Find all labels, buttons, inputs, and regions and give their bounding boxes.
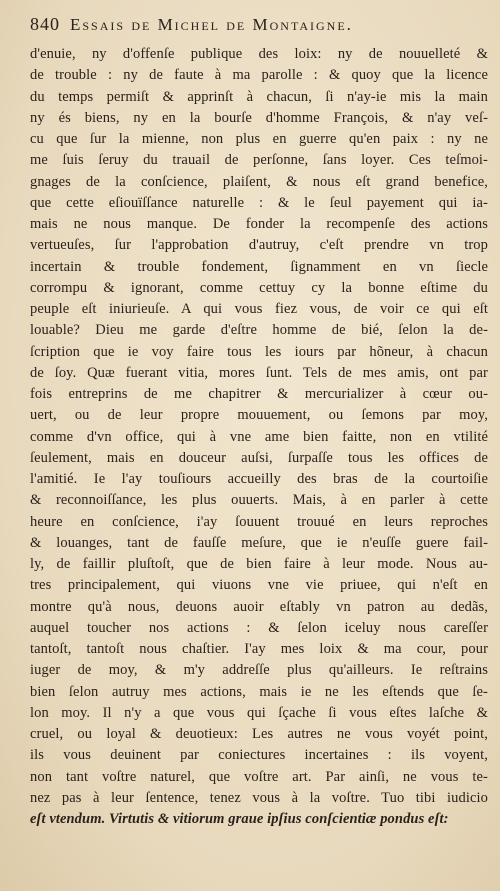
page-header <box>30 14 480 40</box>
text-line: d'enuie, ny d'offenſe publique des loix: ny de nouuelleté & <box>30 46 488 62</box>
text-line: montre qu'à nous, deuons auoir eſtably vn patron au dedãs, <box>30 598 488 615</box>
text-line: iuger de moy, & m'y addreſſe plus qu'ailleurs. Ie reſtrains <box>30 662 488 679</box>
running-title: Essais de Michel de Montaigne. <box>70 15 353 34</box>
text-line: fois entreprins de me chapitrer & mercurializer à cœur ou- <box>30 386 488 402</box>
text-line: de trouble : ny de faute à ma parolle : & quoy que la licence <box>30 67 488 84</box>
text-line: uert, ou de leur propre mouuement, ou ſemons par moy, <box>30 407 488 424</box>
text-line: ſcription que ie voy faire tous les iours par hõneur, à chacun <box>30 343 488 360</box>
text-line: tres principalement, qui viuons vne vie priuee, qui n'eſt en <box>30 577 488 594</box>
text-line: tantoſt, tantoſt nous chaſtier. I'ay mes loix & ma cour, pour <box>30 641 488 657</box>
text-line: auquel toucher nos actions : & ſelon iceluy nous careſſer <box>30 619 488 636</box>
text-line: louable? Dieu me garde d'eſtre homme de bié, ſelon la de- <box>30 322 488 339</box>
text-line: ny és biens, ny en la bourſe d'homme François, & n'ay veſ- <box>30 109 488 126</box>
text-line: me ſuis ſeruy du trauail de perſonne, ſans loyer. Ces teſmoi- <box>30 152 488 169</box>
text-line: de ſoy. Quæ fuerant vitia, mores ſunt. Tels de mes amis, ont par <box>30 364 488 381</box>
text-line: corrompu & ignorant, comme cettuy cy la bonne eſtime du <box>30 279 488 296</box>
text-line: non tant voſtre naturel, que voſtre art. Par ainſi, ne vous te- <box>30 768 488 785</box>
text-line: heure en conſcience, i'ay ſouuent trouué en leurs reproches <box>30 513 488 530</box>
text-line: & reconnoiſſance, les plus ouuerts. Mais, à en parler à cette <box>30 492 488 509</box>
text-line-latin: eſt vtendum. Virtutis & vitiorum graue ipſius conſcientiæ pondus eſt: <box>30 811 449 827</box>
text-line: l'amitié. Ie l'ay touſiours accueilly des bras de la courtoiſie <box>30 471 488 487</box>
text-line: du temps permiſt & apprinſt à chacun, ſi n'ay-ie mis la main <box>30 88 488 105</box>
text-line: & louanges, tant de fauſſe meſure, que ie n'euſſe guere fail- <box>30 534 488 551</box>
text-line: incertain & trouble fondement, ſignamment en vn ſiecle <box>30 258 488 275</box>
text-line: cruel, ou loyal & deuotieux: Les autres ne vous voyét point, <box>30 726 488 742</box>
body-text <box>30 44 488 830</box>
text-line: vertueuſes, ſur l'approbation d'autruy, c'eſt prendre vn trop <box>30 237 488 254</box>
text-line: ly, de faillir pluſtoſt, que de bien faire à leur mode. Nous au- <box>30 556 488 572</box>
text-line: ils vous deuinent par coniectures incertaines : ils voyent, <box>30 747 488 764</box>
text-line: mais ne nous manque. De fonder la recompenſe des actions <box>30 216 488 232</box>
text-line: que cette eſiouïſſance naturelle : & le ſeul payement qui ia- <box>30 194 488 211</box>
text-line: ſeulement, mais en douceur auſsi, ſurpaſſe tous les offices de <box>30 449 488 466</box>
text-line: nez pas à leur ſentence, tenez vous à la voſtre. Tuo tibi iudicio <box>30 789 488 806</box>
page-number: 840 <box>30 14 60 34</box>
text-line: comme d'vn office, qui à vne ame bien faitte, non en vtilité <box>30 428 488 445</box>
text-line: bien ſelon autruy mes actions, mais ie ne les eſtends que ſe- <box>30 683 488 700</box>
text-line: gnages de la conſcience, plaiſent, & nous eſt grand benefice, <box>30 173 488 190</box>
text-line: lon moy. Il n'y a que vous qui ſçache ſi vous eſtes laſche & <box>30 704 488 721</box>
text-line: cu que ſur la mienne, non plus en guerre qu'en paix : ny ne <box>30 131 488 147</box>
text-line: peuple eſt iniurieuſe. A qui vous fiez vous, de voir ce qui eſt <box>30 301 488 317</box>
